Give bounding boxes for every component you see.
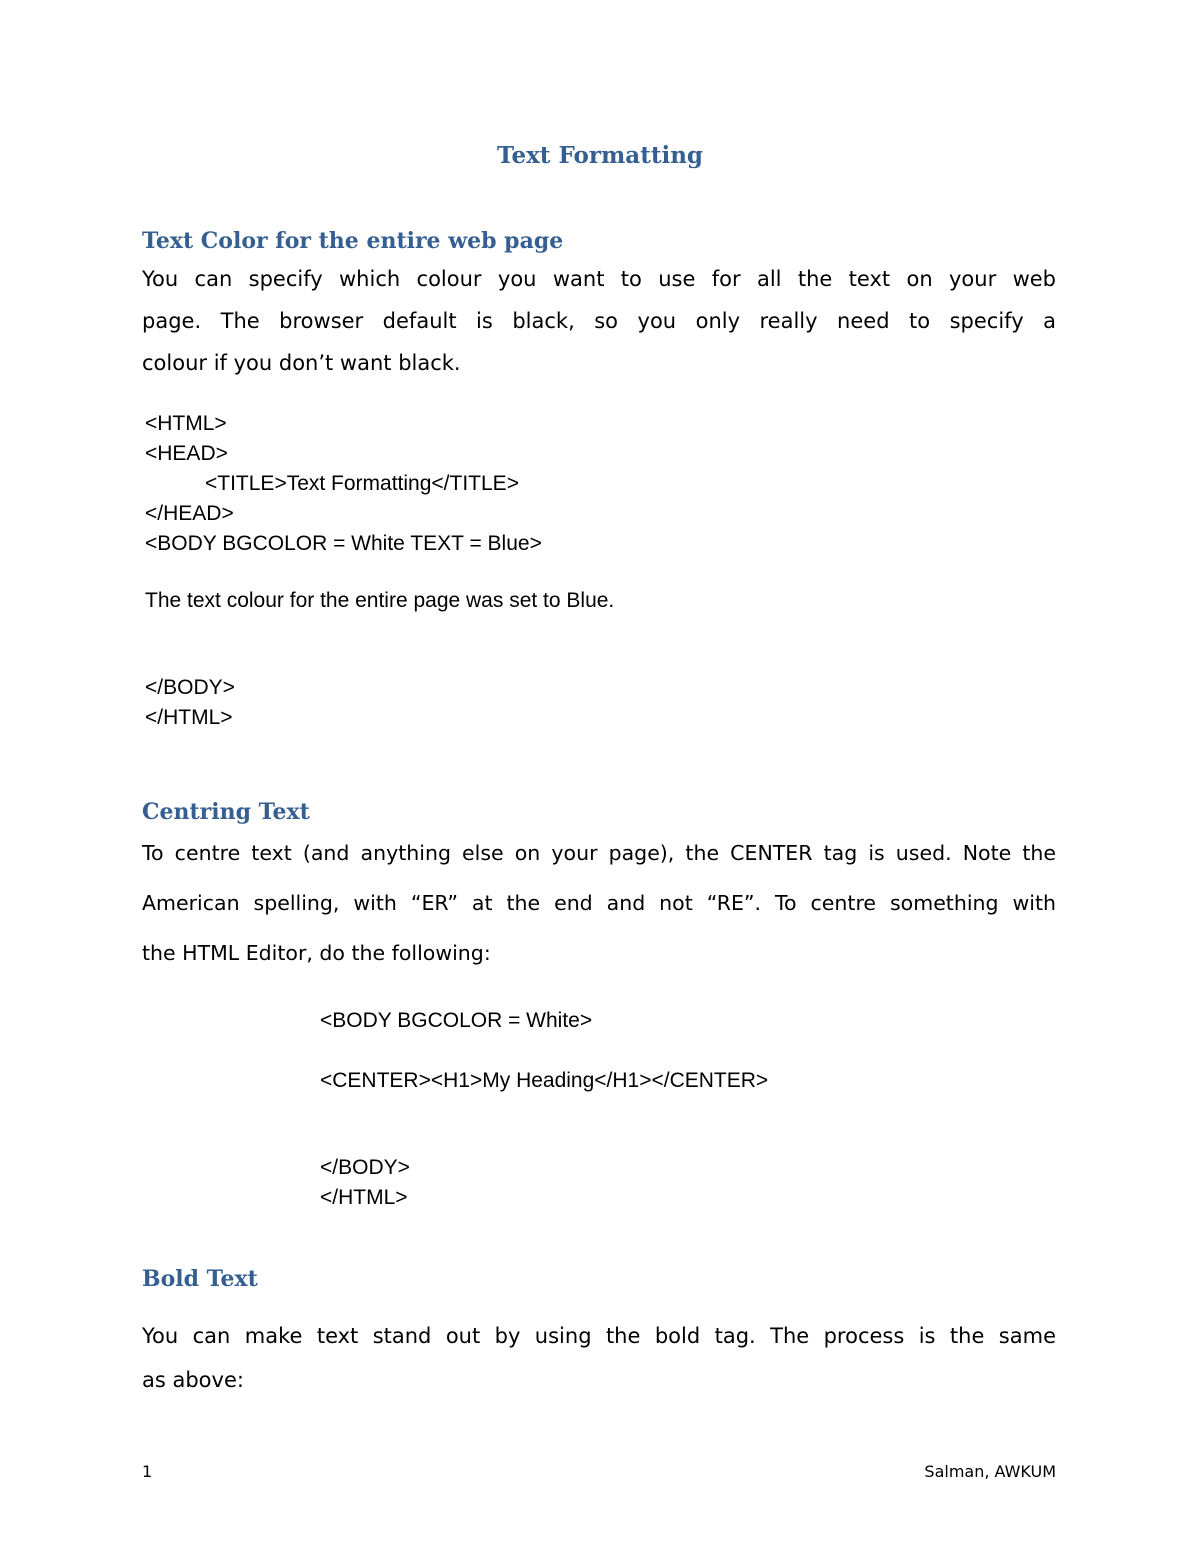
code-block-text-color bbox=[145, 409, 542, 559]
paragraph-line: page. The browser default is black, so you only really need to specify a bbox=[142, 309, 1056, 333]
code-line-center: <CENTER><H1>My Heading</H1></CENTER> bbox=[320, 1069, 769, 1092]
code-line: <TITLE>Text Formatting</TITLE> bbox=[205, 472, 519, 495]
code-line: </BODY> bbox=[320, 1156, 410, 1179]
paragraph-line: as above: bbox=[142, 1368, 244, 1392]
section-paragraph-centring bbox=[142, 828, 1056, 978]
code-block-closing-centring bbox=[320, 1153, 410, 1213]
footer-author: Salman, AWKUM bbox=[924, 1462, 1056, 1481]
paragraph-line: colour if you don’t want black. bbox=[142, 351, 461, 375]
code-line-body-bgcolor: <BODY BGCOLOR = White> bbox=[320, 1009, 593, 1032]
footer-page-number: 1 bbox=[142, 1462, 153, 1481]
paragraph-line: American spelling, with “ER” at the end and not “RE”. To centre something with bbox=[142, 891, 1056, 915]
paragraph-line: You can make text stand out by using the bold tag. The process is the same bbox=[142, 1324, 1056, 1348]
section-paragraph-text-color bbox=[142, 258, 1056, 384]
code-line: </HTML> bbox=[145, 706, 233, 729]
section-heading-bold-text: Bold Text bbox=[142, 1266, 258, 1292]
section-heading-text-color: Text Color for the entire web page bbox=[142, 228, 564, 254]
section-paragraph-bold-text bbox=[142, 1314, 1056, 1402]
document-title: Text Formatting bbox=[496, 142, 703, 169]
code-line: <BODY BGCOLOR = White TEXT = Blue> bbox=[145, 532, 542, 555]
code-line: <HTML> bbox=[145, 412, 227, 435]
code-block-closing bbox=[145, 673, 235, 733]
paragraph-line: To centre text (and anything else on your page), the CENTER tag is used. Note the bbox=[142, 841, 1056, 865]
paragraph-line: the HTML Editor, do the following: bbox=[142, 941, 491, 965]
code-line: </BODY> bbox=[145, 676, 235, 699]
code-line: </HTML> bbox=[320, 1186, 408, 1209]
code-line: </HEAD> bbox=[145, 502, 234, 525]
code-line: <HEAD> bbox=[145, 442, 228, 465]
code-body-text: The text colour for the entire page was set to Blue. bbox=[145, 589, 615, 612]
section-heading-centring: Centring Text bbox=[142, 799, 310, 825]
paragraph-line: You can specify which colour you want to use for all the text on your web bbox=[142, 267, 1056, 291]
